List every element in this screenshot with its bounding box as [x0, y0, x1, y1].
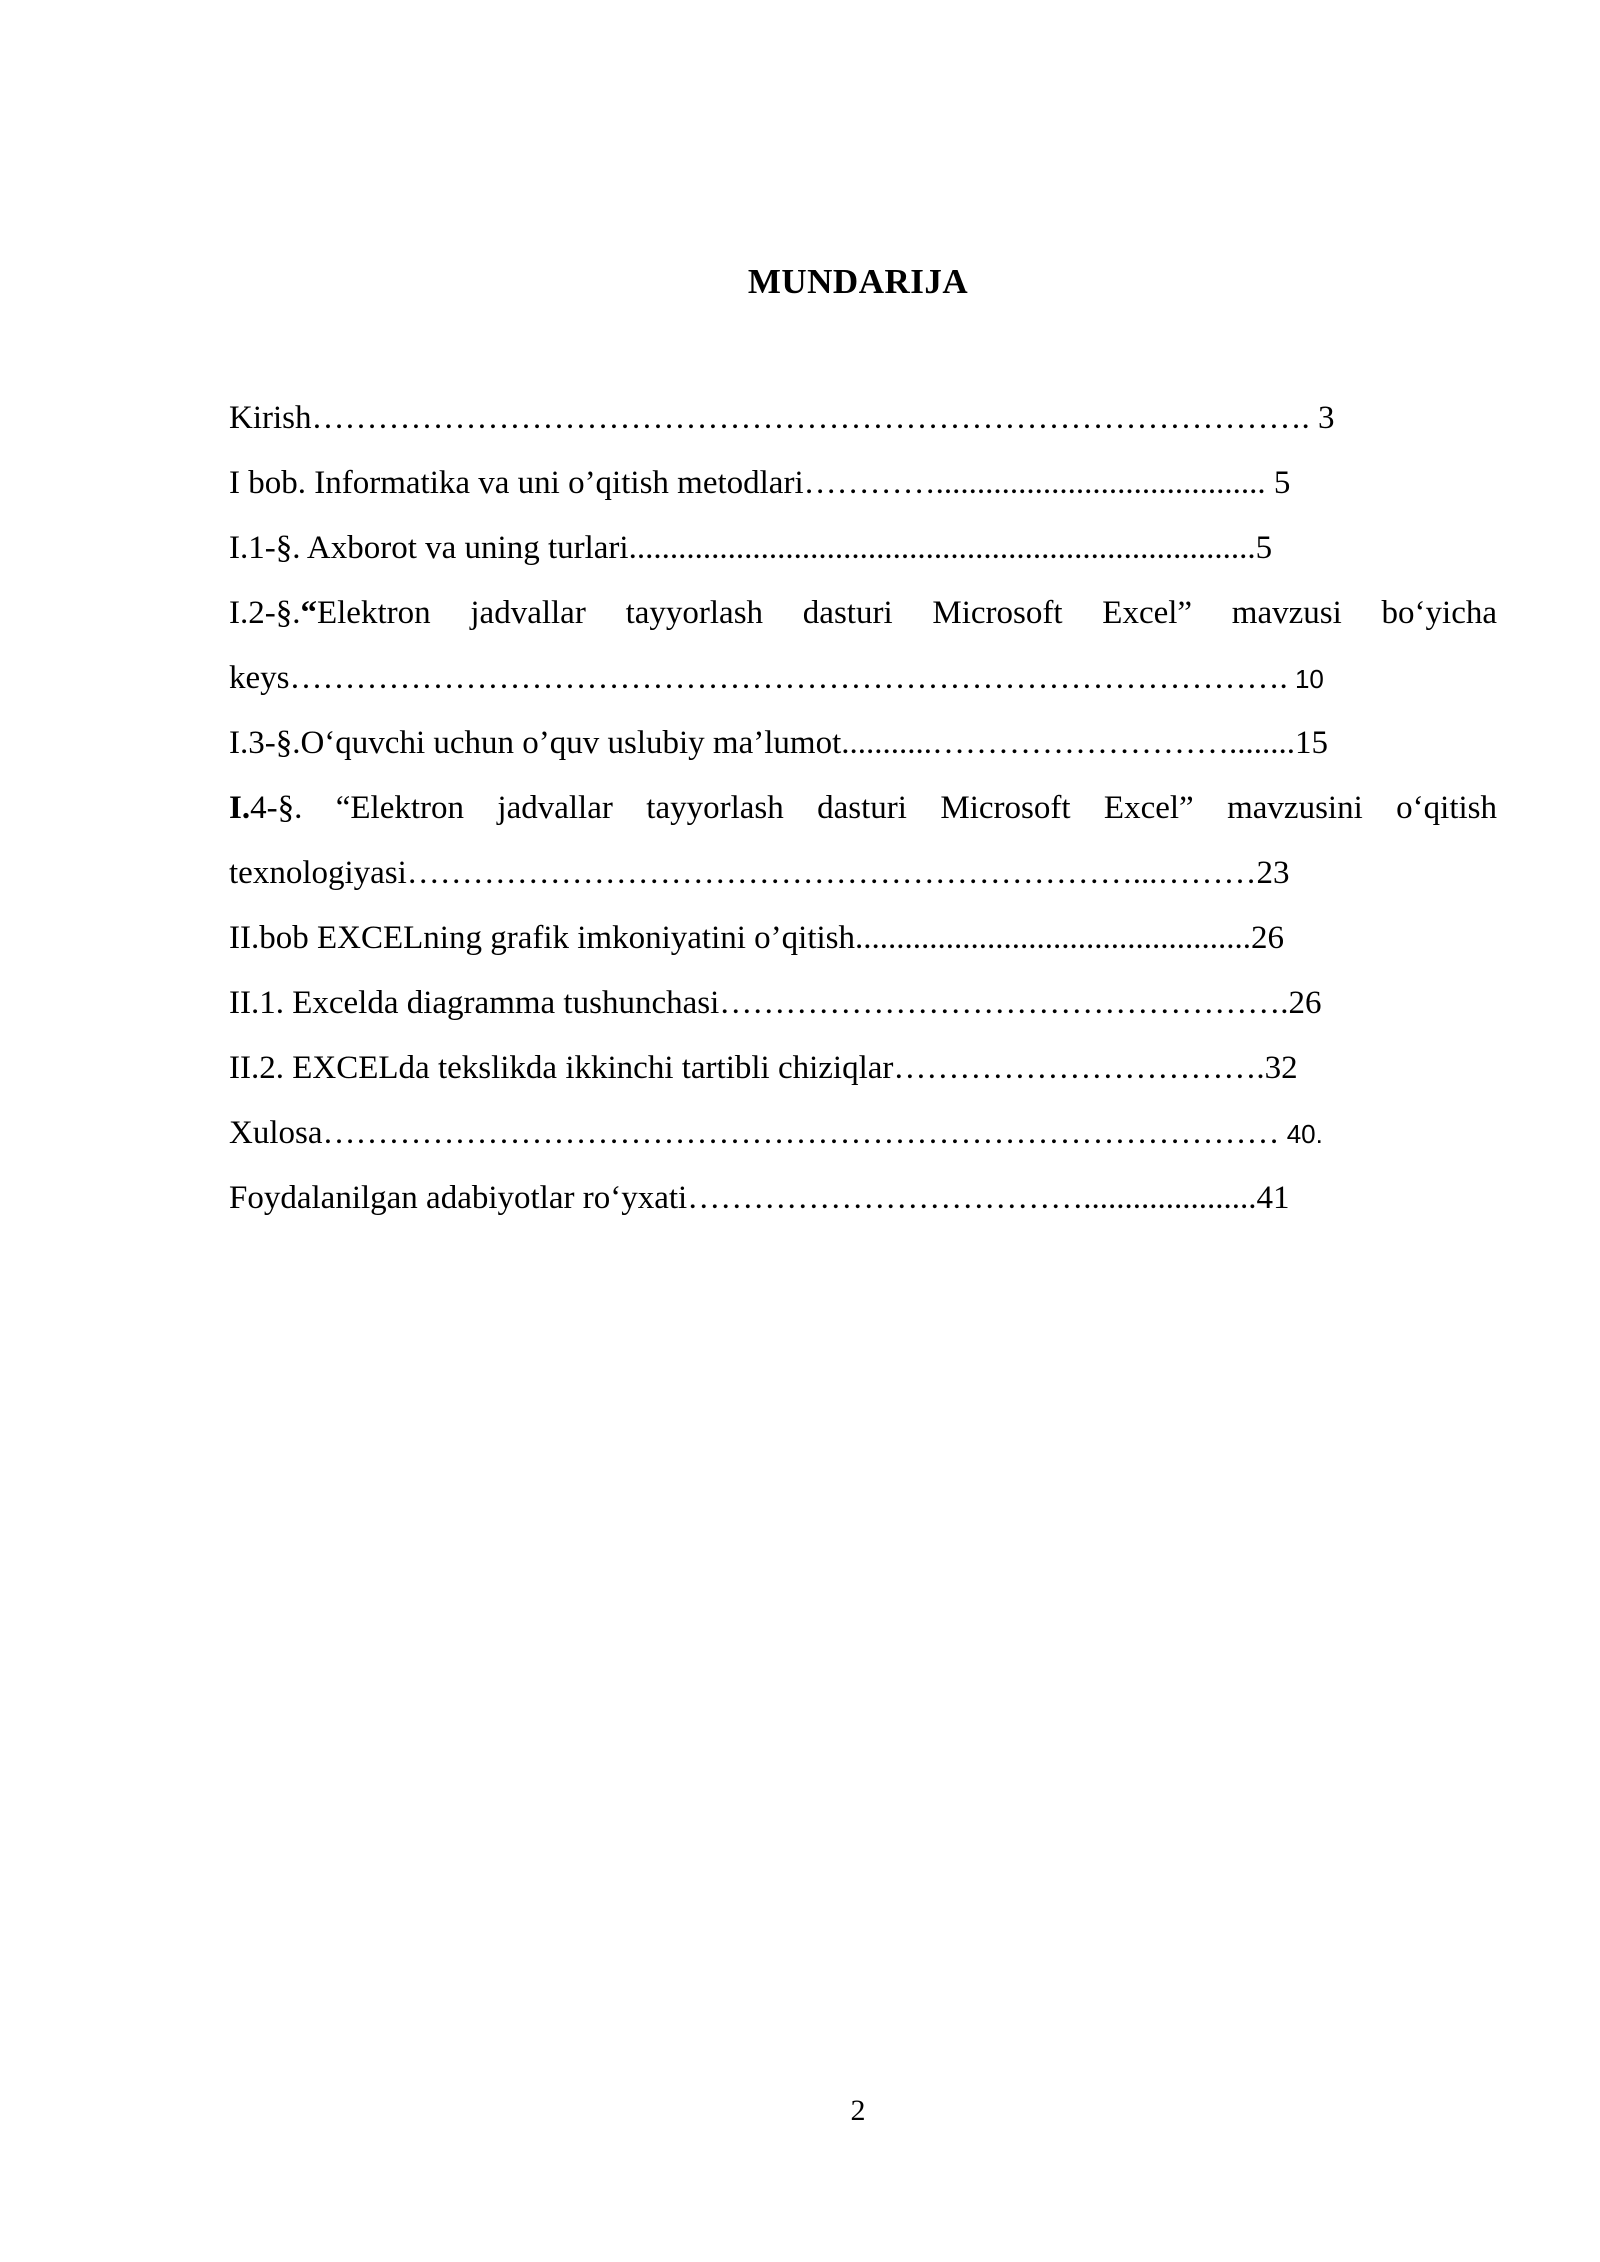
toc-entry-text: II.1. Excelda diagramma tushunchasi…………………………………………….26: [229, 985, 1322, 1021]
toc-entry-text: Foydalanilgan adabiyotlar ro‘yxati……………………………….....................41: [229, 1180, 1290, 1216]
toc-entry-section-1-1: [229, 516, 1497, 581]
toc-entry-text: Xulosa……………………………………………………………………………: [229, 1115, 1280, 1151]
toc-entry-page: 10: [1287, 664, 1324, 694]
toc-entry-text: keys……………………………………………………………………………….: [229, 660, 1288, 696]
table-of-contents: [229, 386, 1497, 1231]
toc-entry-text: Kirish………………………………………………………………………………. 3: [229, 400, 1335, 436]
page-title: MUNDARIJA: [747, 262, 969, 301]
toc-entry-section-1-4-line-2: [229, 841, 1497, 906]
toc-entry-section-1-2-line-1: [229, 581, 1497, 646]
toc-entry-chapter-2: [229, 906, 1497, 971]
toc-entry-section-1-3: [229, 711, 1497, 776]
toc-entry-text: I.3-§.O‘quvchi uchun o’quv uslubiy ma’lumot...........………………………........15: [229, 725, 1328, 761]
toc-entry-prefix: I.2-§.: [229, 595, 301, 631]
toc-entry-section-2-2: [229, 1036, 1497, 1101]
toc-entry-text: II.bob EXCELning grafik imkoniyatini o’qitish................................................26: [229, 920, 1285, 956]
toc-entry-section-1-4-line-1: [229, 776, 1497, 841]
toc-entry-xulosa: [229, 1101, 1497, 1166]
toc-entry-text: Elektron jadvallar tayyorlash dasturi Microsoft Excel” mavzusi bo‘yicha: [316, 595, 1497, 631]
toc-entry-page: 40.: [1279, 1119, 1323, 1149]
toc-entry-references: [229, 1166, 1497, 1231]
toc-entry-text: II.2. EXCELda tekslikda ikkinchi tartibli chiziqlar…………………………….32: [229, 1050, 1298, 1086]
toc-entry-quote: “: [300, 595, 317, 631]
toc-entry-section-2-1: [229, 971, 1497, 1036]
toc-entry-text: I bob. Informatika va uni o’qitish metodlari…………........................................ 5: [229, 465, 1291, 501]
toc-entry-text: texnologiyasi…………………………………………………………...………23: [229, 855, 1290, 891]
toc-entry-text: I.1-§. Axborot va uning turlari............................................................................5: [229, 530, 1273, 566]
toc-entry-text: 4-§. “Elektron jadvallar tayyorlash dasturi Microsoft Excel” mavzusini o‘qitish: [250, 790, 1497, 826]
toc-entry-section-1-2-line-2: [229, 646, 1497, 711]
toc-entry-kirish: [229, 386, 1497, 451]
toc-entry-chapter-1: [229, 451, 1497, 516]
page-number: 2: [850, 2094, 866, 2127]
toc-entry-bold-prefix: I.: [229, 790, 251, 826]
